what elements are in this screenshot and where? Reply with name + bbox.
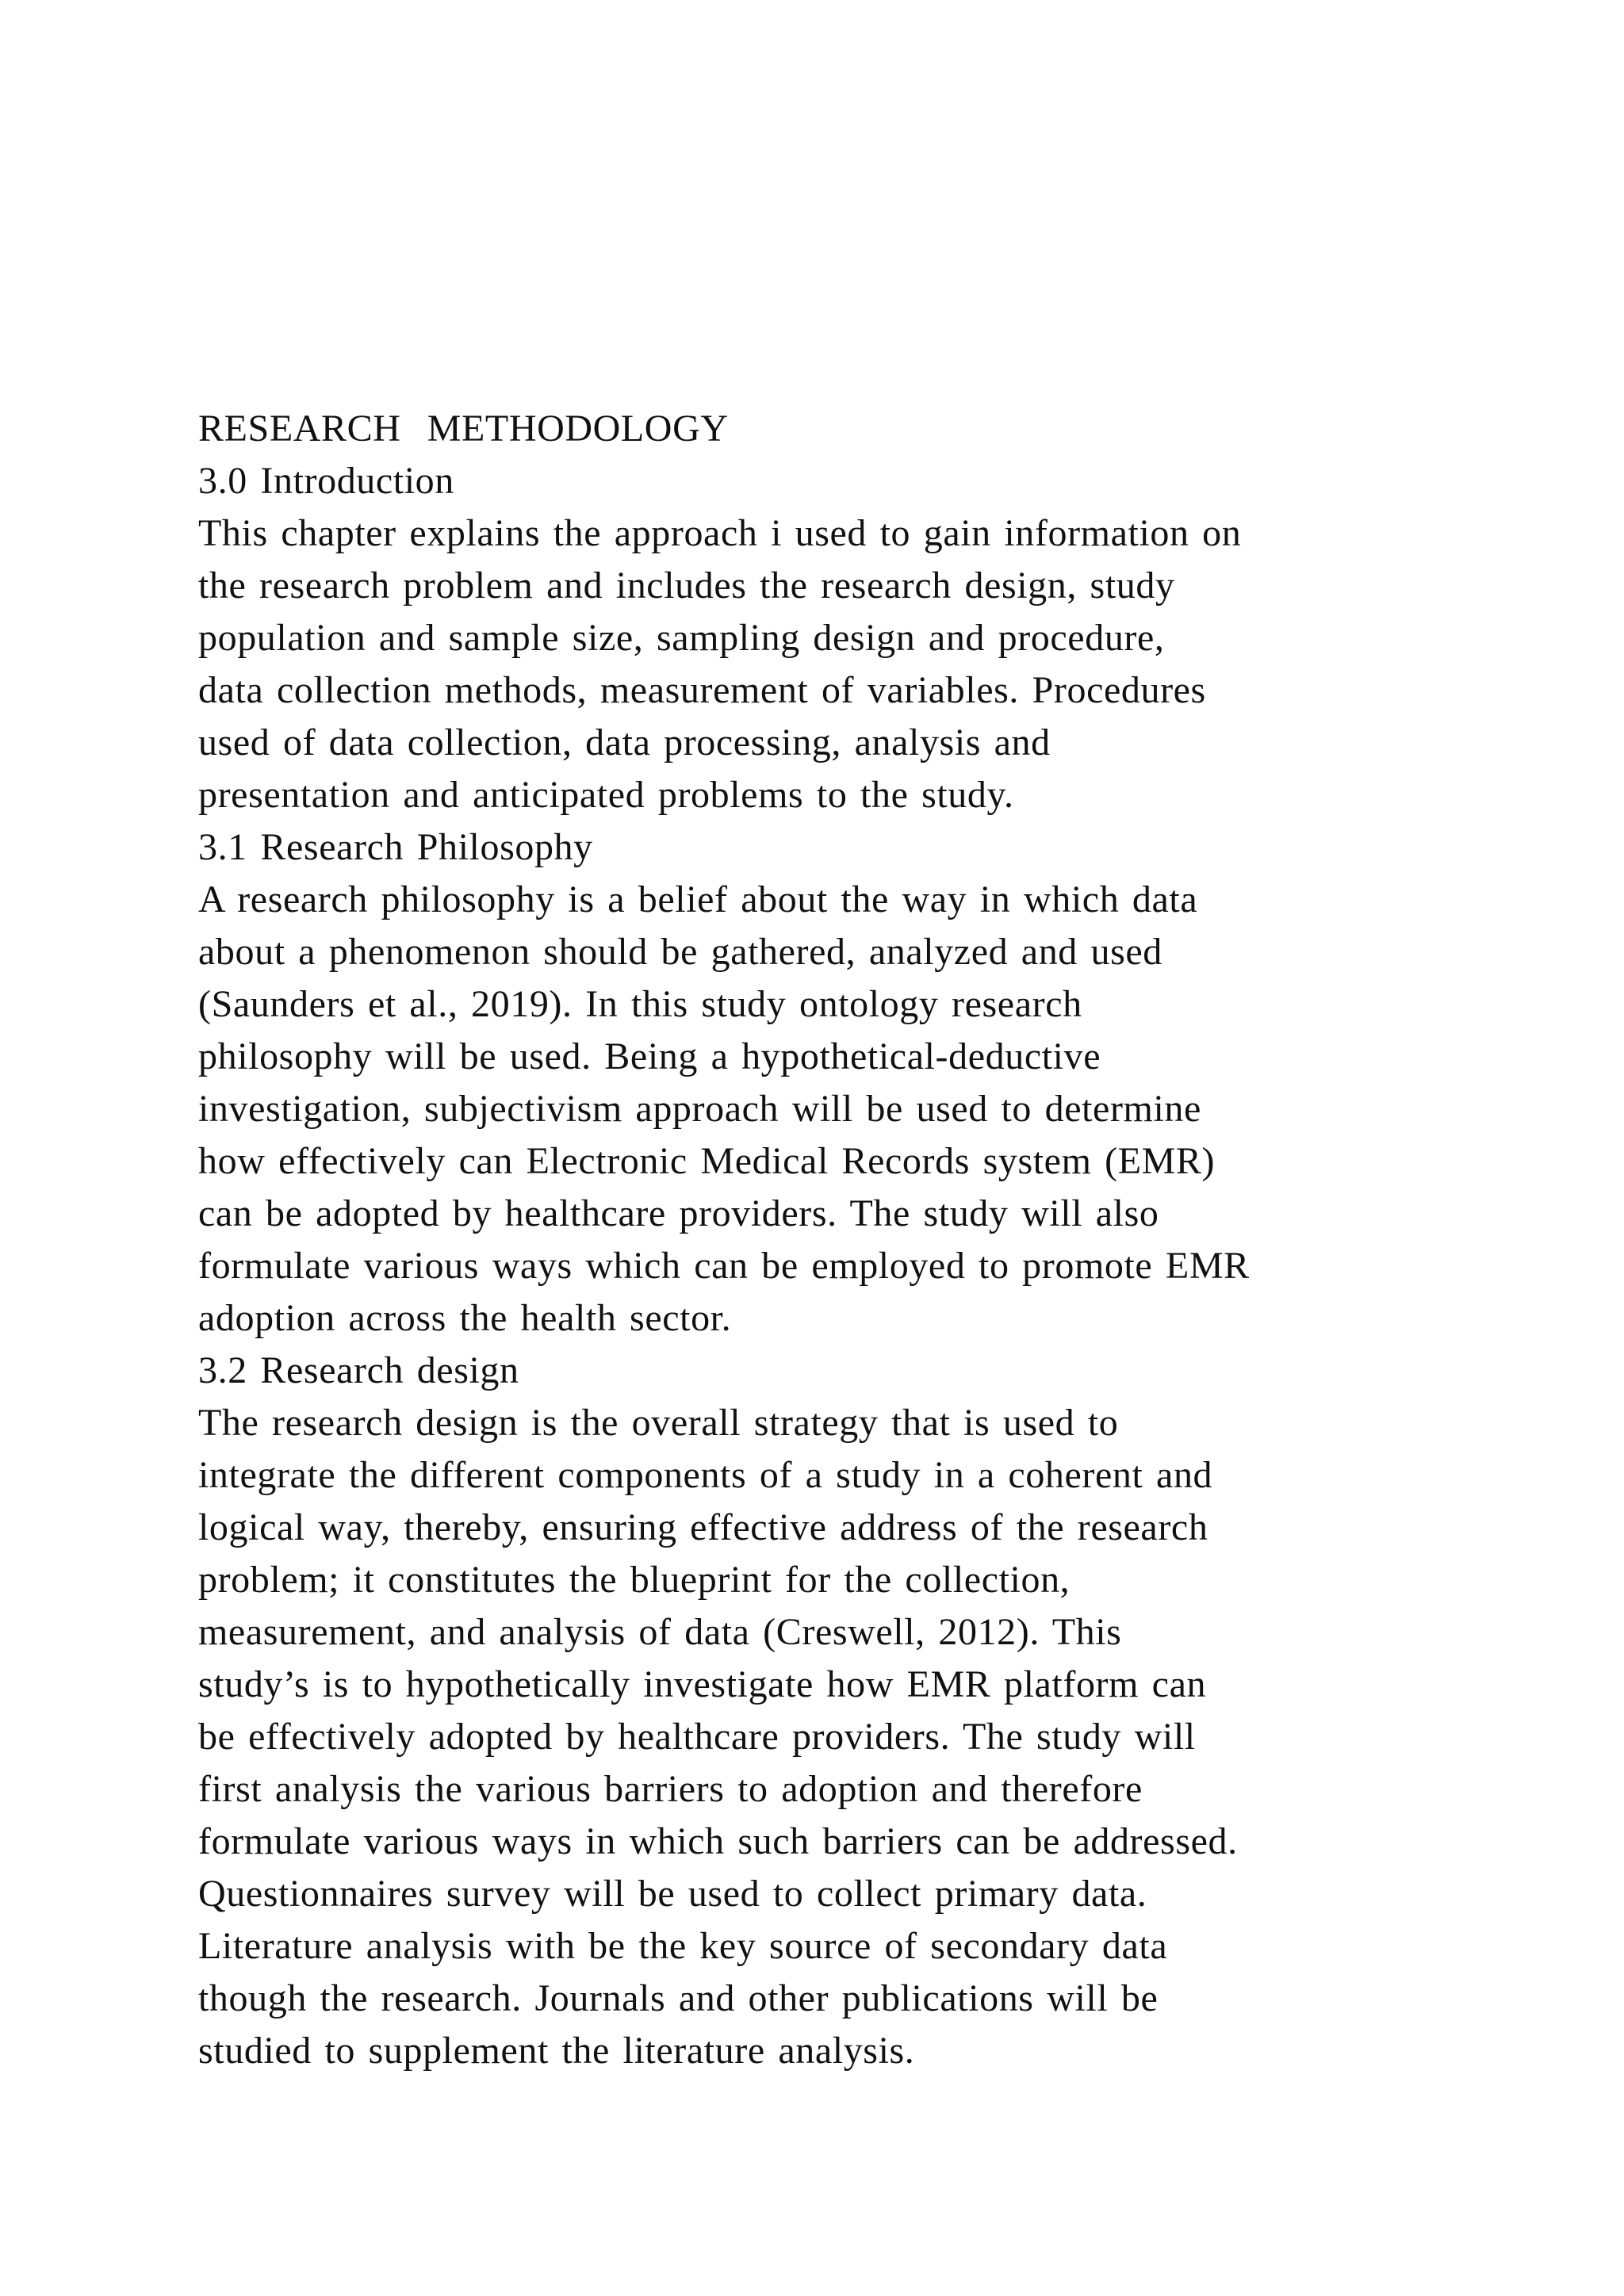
paragraph-line: formulate various ways which can be employed to promote EMR: [198, 1245, 1250, 1287]
paragraph-line: presentation and anticipated problems to the study.: [198, 774, 1014, 816]
document-body: [198, 403, 1546, 2077]
paragraph-line: studied to supplement the literature analysis.: [198, 2030, 915, 2072]
paragraph-line: can be adopted by healthcare providers. The study will also: [198, 1192, 1159, 1234]
paragraph-line: data collection methods, measurement of variables. Procedures: [198, 669, 1206, 711]
paragraph-line: used of data collection, data processing, analysis and: [198, 721, 1051, 763]
paragraph-line: study’s is to hypothetically investigate how EMR platform can: [198, 1663, 1207, 1705]
section-heading-research-philosophy: 3.1 Research Philosophy: [198, 826, 593, 868]
paragraph-line: A research philosophy is a belief about the way in which data: [198, 878, 1198, 920]
paragraph-line: integrate the different components of a study in a coherent and: [198, 1454, 1213, 1496]
paragraph-line: adoption across the health sector.: [198, 1297, 732, 1339]
paragraph-line: philosophy will be used. Being a hypothetical-deductive: [198, 1035, 1101, 1077]
heading-research-methodology: RESEARCH METHODOLOGY: [198, 408, 729, 450]
paragraph-line: logical way, thereby, ensuring effective address of the research: [198, 1506, 1208, 1548]
paragraph-line: (Saunders et al., 2019). In this study ontology research: [198, 983, 1082, 1025]
paragraph-line: problem; it constitutes the blueprint for the collection,: [198, 1559, 1071, 1601]
paragraph-line: population and sample size, sampling design and procedure,: [198, 617, 1165, 659]
paragraph-line: the research problem and includes the research design, study: [198, 564, 1175, 607]
paragraph-line: though the research. Journals and other publications will be: [198, 1977, 1159, 2019]
paragraph-line: first analysis the various barriers to adoption and therefore: [198, 1768, 1143, 1810]
paragraph-line: measurement, and analysis of data (Creswell, 2012). This: [198, 1611, 1122, 1653]
paragraph-line: formulate various ways in which such barriers can be addressed.: [198, 1820, 1238, 1862]
paragraph-line: Questionnaires survey will be used to collect primary data.: [198, 1873, 1147, 1915]
section-heading-introduction: 3.0 Introduction: [198, 460, 454, 502]
paragraph-line: be effectively adopted by healthcare providers. The study will: [198, 1716, 1196, 1758]
paragraph-line: The research design is the overall strategy that is used to: [198, 1402, 1119, 1444]
paragraph-line: This chapter explains the approach i used to gain information on: [198, 512, 1242, 554]
paragraph-line: investigation, subjectivism approach will be used to determine: [198, 1088, 1201, 1130]
paragraph-line: how effectively can Electronic Medical Records system (EMR): [198, 1140, 1216, 1182]
paragraph-line: about a phenomenon should be gathered, analyzed and used: [198, 931, 1162, 973]
section-heading-research-design: 3.2 Research design: [198, 1349, 519, 1391]
paragraph-line: Literature analysis with be the key source of secondary data: [198, 1925, 1168, 1967]
